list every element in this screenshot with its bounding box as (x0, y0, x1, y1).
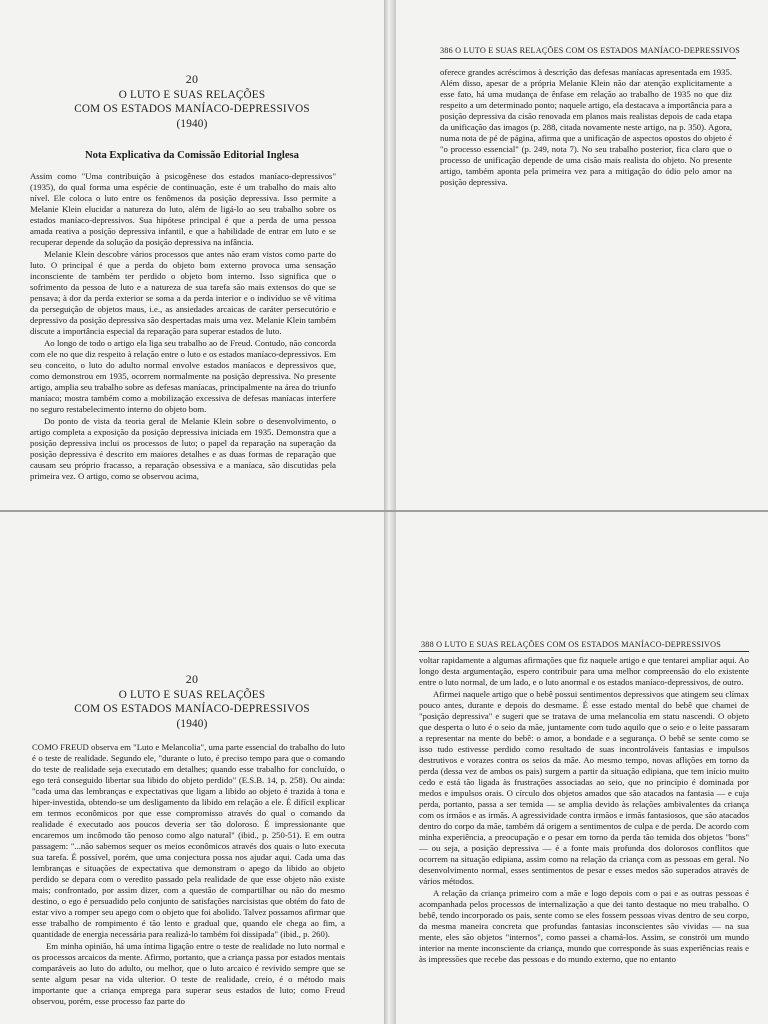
chapter-year: (1940) (176, 117, 208, 130)
chapter-heading (0, 72, 384, 131)
paragraph: Do ponto de vista da teoria geral de Melanie Klein sobre o desenvolvimento, o artigo completa a exposição da posição depressiva iniciada em 1935. Demonstra que a posição depressiva inclui os processos de luto; o papel da reparação na superação da posição depressiva é descrito em maiores detalhes e as duas formas de reparação que causam seu próprio fracasso, a reparação obsessiva e a maníaca, são discutidas pela primeira vez. O artigo, como se observou acima, (30, 416, 336, 481)
running-head: 388 O LUTO E SUAS RELAÇÕES COM OS ESTADOS MANÍACO-DEPRESSIVOS (421, 640, 722, 649)
page-body (440, 67, 732, 189)
paragraph: COMO FREUD observa em "Luto e Melancolia", uma parte essencial do trabalho do luto é o teste de realidade. Segundo ele, "durante o luto, é preciso tempo para que o comando do teste de realidade seja executado em detalhes; quando esse trabalho for concluído, o ego terá conseguido libertar sua libido do objeto perdido" (E.S.B. 14, p. 258). Ou ainda: "cada uma das lembranças e expectativas que ligam a libido ao objeto é trazida à tona e hiper-investida, obtendo-se um desligamento da libido em relação a ele. É difícil explicar em termos econômicos por que esse compromisso através do qual o comando da realidade é executado aos poucos deveria ser tão doloroso. É impressionante que encaremos um incômodo tão penoso como algo natural" (ibid., p. 250-51). E em outra passagem: "...não sabemos sequer os meios econômicos através dos quais o luto executa sua tarefa. É possível, porém, que uma conjectura possa nos ajudar aqui. Cada uma das lembranças e situações de expectativa que demonstram o apego da libido ao objeto perdido se depara com o veredito passado pela realidade de que esse objeto não existe mais; confrontado, por assim dizer, com a questão de compartilhar ou não do mesmo destino, o ego é persuadido pelo conjunto de satisfações narcisistas que obtém do fato de estar vivo a romper seu apego com o objeto que foi abolido. Talvez possamos afirmar que esse trabalho de rompimento é tão lento e gradual que, quando ele chega ao fim, a quantidade de energia necessária para realizá-lo também foi dissipada" (ibid., p. 260). (32, 742, 345, 939)
chapter-body (32, 742, 345, 1008)
page-387-chapter-opening (0, 512, 384, 1024)
paragraph: Ao longo de todo o artigo ela liga seu trabalho ao de Freud. Contudo, não concorda com ele no que diz respeito à relação entre o luto e os estados maníaco-depressivos. Em seu conceito, o luto do adulto normal envolve estados maníacos e depressivos que, como demonstrou em 1935, ocorrem normalmente na posição depressiva. No presente artigo, amplia seu trabalho sobre as defesas maníacas, principalmente na área do triunfo maníaco; mostra também como a mobilização excessiva de defesas maníacas interfere no seguro restabelecimento interno do objeto bom. (30, 338, 336, 414)
page-388 (396, 512, 768, 1024)
editorial-note-heading: Nota Explicativa da Comissão Editorial Inglesa (85, 150, 299, 161)
page-385-chapter-opening (0, 0, 384, 512)
chapter-number: 20 (185, 72, 199, 86)
chapter-title-line1: O LUTO E SUAS RELAÇÕES (118, 88, 266, 101)
chapter-year: (1940) (176, 717, 208, 730)
chapter-title-line1: O LUTO E SUAS RELAÇÕES (118, 688, 266, 701)
editorial-note-body (30, 171, 336, 483)
page-386 (396, 0, 768, 512)
chapter-title-line2: COM OS ESTADOS MANÍACO-DEPRESSIVOS (74, 703, 310, 716)
header-rule (440, 58, 736, 59)
header-rule (419, 651, 749, 652)
paragraph: Afirmei naquele artigo que o bebê possui sentimentos depressivos que atingem seu clímax pouco antes, durante e depois do desmame. É esse estado mental do bebê que chamei de "posição depressiva" e sugeri que se tratava de uma melancolia em statu nascendi. O objeto que desperta o luto é o seio da mãe, juntamente com tudo aquilo que o seio e o leite passaram a representar na mente do bebê: o amor, a bondade e a segurança. O bebê se sente como se isso tudo estivesse perdido como resultado de suas incontroláveis fantasias e impulsos destrutivos e vorazes contra os seios da mãe. Ao mesmo tempo, novas aflições em torno da perda (dessa vez de ambos os pais) surgem a partir da situação edipiana, que tem início muito cedo e está tão ligada às frustrações associadas ao seio, que no princípio é dominada por medos e impulsos orais. O círculo dos objetos amados que são atacados na fantasia — e cuja perda, portanto, passa a ser temida — se amplia devido às relações ambivalentes da criança com os irmãos e as irmãs. A agressividade contra irmãos e irmãs fantasiosos, que são atacados dentro do corpo da mãe, também dá origem a sentimentos de culpa e de perda. De acordo com minha experiência, a preocupação e o pesar em torno da perda tão temida dos objetos "bons" — ou seja, a posição depressiva — é a fonte mais profunda dos dolorosos conflitos que ocorrem na situação edipiana, assim como na relação da criança com as pessoas em geral. No desenvolvimento normal, esses sentimentos de pesar e esses medos são superados através de vários métodos. (419, 689, 749, 886)
paragraph: oferece grandes acréscimos à descrição das defesas maníacas apresentada em 1935. Além disso, apesar de a própria Melanie Klein não dar atenção explicitamente a esse fato, há uma mudança de ênfase em relação ao trabalho de 1935 no que diz respeito a um determinado ponto; naquele artigo, ela destacava a importância para a posição depressiva da cisão renovada em planos mais realistas depois de cada etapa da unificação das imagos (p. 288, citada novamente neste artigo, na p. 350). Agora, numa nota de pé de página, afirma que a unificação de aspectos opostos do objeto é "o processo essencial" (p. 249, nota 7). No seu trabalho posterior, fica claro que o processo de unificação depende de uma cisão mais realista do objeto. No presente artigo, também aponta pela primeira vez para a mitigação do ódio pelo amor na posição depressiva. (440, 67, 732, 187)
chapter-heading (0, 672, 384, 731)
book-gutter (384, 512, 396, 1024)
page-body (419, 655, 749, 966)
paragraph: Melanie Klein descobre vários processos que antes não eram vistos como parte do luto. O principal é que a perda do objeto bom externo provoca uma sensação inconsciente de também ter perdido o objeto bom interno. Isso significa que o sofrimento da pessoa de luto e a natureza de sua tarefa são mais extensos do que se pensava; à dor da perda exterior se soma a da perda interior e o indivíduo se vê vítima da perseguição de objetos maus, i.e., as ansiedades arcaicas de caráter persecutório e depressivo da posição depressiva são despertadas mais uma vez. Melanie Klein também discute a importância especial da reparação para superar estados de luto. (30, 249, 336, 336)
chapter-title-line2: COM OS ESTADOS MANÍACO-DEPRESSIVOS (74, 103, 310, 116)
paragraph: Assim como "Uma contribuição à psicogênese dos estados maníaco-depressivos" (1935), do qual forma uma espécie de continuação, este é um trabalho do mais alto nível. Ele coloca o luto entre os fenômenos da posição depressiva. Isso permite a Melanie Klein elucidar a natureza do luto, além de ligá-lo ao seu trabalho sobre os estados maníaco-depressivos. Sua hipótese principal é que a perda de uma pessoa amada reativa a posição depressiva infantil, e que a habilidade de entrar em luto e se recuperar depende da solução da posição depressiva na infância. (30, 171, 336, 247)
paragraph: A relação da criança primeiro com a mãe e logo depois com o pai e as outras pessoas é acompanhada pelos processos de internalização a que dei tanto destaque no meu trabalho. O bebê, tendo incorporado os pais, sente como se eles fossem pessoas vivas dentro de seu corpo, da mesma maneira concreta que profundas fantasias inconscientes são vividas — na sua mente, eles são objetos "internos", como passei a chamá-los. Assim, se constrói um mundo interior na mente inconsciente da criança, mundo que corresponde às suas experiências reais e às impressões que recebe das pessoas e do mundo externo, que no entanto (419, 888, 749, 964)
paragraph: voltar rapidamente a algumas afirmações que fiz naquele artigo e que tentarei ampliar aqui. Ao longo desta argumentação, espero contribuir para uma melhor compreensão do elo existente entre o luto normal, de um lado, e o luto anormal e os estados maníaco-depressivos, de outro. (419, 655, 749, 687)
running-head: 386 O LUTO E SUAS RELAÇÕES COM OS ESTADOS MANÍACO-DEPRESSIVOS (440, 46, 741, 55)
chapter-number: 20 (185, 672, 199, 686)
paragraph: Em minha opinião, há uma íntima ligação entre o teste de realidade no luto normal e os processos arcaicos da mente. Afirmo, portanto, que a criança passa por estados mentais comparáveis ao luto do adulto, ou melhor, que o luto arcaico é revivido sempre que se sente algum pesar na vida ulterior. O teste de realidade, creio, é o método mais importante que a criança emprega para superar seus estados de luto; como Freud observou, porém, esse processo faz parte do (32, 941, 345, 1006)
book-gutter (384, 0, 396, 512)
